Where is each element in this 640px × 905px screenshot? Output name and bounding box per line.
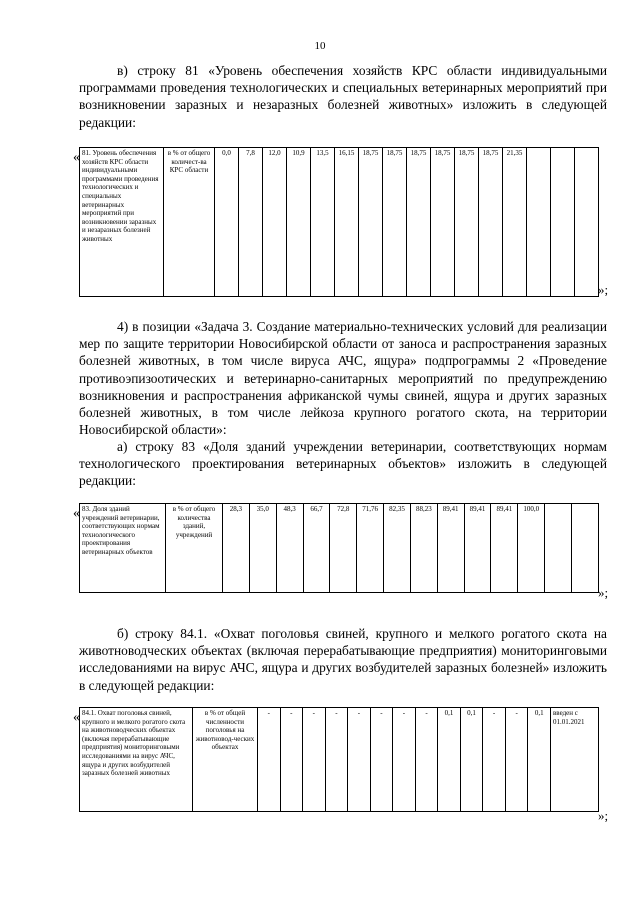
table81-value: 21,35 bbox=[503, 148, 527, 297]
table83-value: 48,3 bbox=[276, 504, 303, 593]
table83-empty-cell bbox=[571, 504, 598, 593]
table84-value: - bbox=[325, 708, 348, 812]
section-a-text: а) строку 83 «Доля зданий учреждении ветеринарии, соответствующих нормам технологического проектирования ветеринарных объектов» изложить в следующей редакции: bbox=[79, 439, 607, 489]
table83-value: 71,76 bbox=[357, 504, 384, 593]
table81-value: 18,75 bbox=[431, 148, 455, 297]
table81-value: 0,0 bbox=[215, 148, 239, 297]
table81-value: 18,75 bbox=[407, 148, 431, 297]
table83-value: 72,8 bbox=[330, 504, 357, 593]
table84-note: введен с 01.01.2021 bbox=[551, 708, 599, 812]
table81-value: 10,9 bbox=[287, 148, 311, 297]
table81-value: 18,75 bbox=[455, 148, 479, 297]
table81 bbox=[79, 147, 599, 297]
table84-open-quote: « bbox=[73, 710, 80, 725]
table83-open-quote: « bbox=[73, 506, 80, 521]
table83-value: 66,7 bbox=[303, 504, 330, 593]
table84-value: - bbox=[483, 708, 506, 812]
table84-name: 84.1. Охват поголовья свиней, крупного и мелкого рогатого скота на животноводческих объектах (включая перерабатывающие предприятия) мониторинговыми исследованиями на вирус АЧС, ящура и других возбудителей заразных болезней животных bbox=[80, 708, 193, 812]
table83-value: 89,41 bbox=[491, 504, 518, 593]
section-b2-text: б) строку 84.1. «Охват поголовья свиней, крупного и мелкого рогатого скота на животноводческих объектах (включая перерабатывающие предприятия) мониторинговыми исследованиями на вирус АЧС, ящура и других возбудителей заразных болезней» изложить в следующей редакции: bbox=[79, 626, 607, 693]
table84-value: 0,1 bbox=[528, 708, 551, 812]
table81-value: 16,15 bbox=[335, 148, 359, 297]
table81-value: 18,75 bbox=[359, 148, 383, 297]
table84-value: - bbox=[348, 708, 371, 812]
table83 bbox=[79, 503, 599, 593]
table84-value: - bbox=[303, 708, 326, 812]
table81-value: 12,0 bbox=[263, 148, 287, 297]
table81-unit: в % от общего количест-ва КРС области bbox=[164, 148, 215, 297]
table83-value: 89,41 bbox=[437, 504, 464, 593]
table83-value: 89,41 bbox=[464, 504, 491, 593]
table84-value: - bbox=[505, 708, 528, 812]
table84-value: - bbox=[415, 708, 438, 812]
table84-unit: в % от общей численности поголовья на животновод-ческих объектах bbox=[193, 708, 258, 812]
table83-close-quote: »; bbox=[598, 585, 609, 600]
table81-open-quote: « bbox=[73, 150, 80, 165]
table81-empty-cell bbox=[551, 148, 575, 297]
table83-value: 82,35 bbox=[384, 504, 411, 593]
table84-close-quote: »; bbox=[598, 808, 609, 823]
table84 bbox=[79, 707, 599, 812]
table83-unit: в % от общего количества зданий, учреждений bbox=[166, 504, 223, 593]
table81-value: 7,8 bbox=[239, 148, 263, 297]
page-number: 10 bbox=[314, 40, 326, 52]
table81-name: 81. Уровень обеспечения хозяйств КРС области индивидуальными программами проведения технологических и специальных ветеринарных мероприятий при возникновении заразных и незаразных болезней животных bbox=[80, 148, 164, 297]
table84-value: 0,1 bbox=[460, 708, 483, 812]
table81-empty-cell bbox=[575, 148, 599, 297]
section-4-text: 4) в позиции «Задача 3. Создание материально-технических условий для реализации мер по защите территории Новосибирской области от заноса и распространения заразных болезней животных, в том числе вируса АЧС, ящура» подпрограммы 2 «Проведение противоэпизоотических и ветеринарно-санитарных мероприятий по предупреждению возникновения и распространения африканской чумы свиней, ящура и других заразных болезней животных, в том числе лейкоза крупного рогатого скота, на территории Новосибирской области»: bbox=[79, 319, 607, 438]
table83-value: 35,0 bbox=[249, 504, 276, 593]
table84-value: - bbox=[370, 708, 393, 812]
table84-value: - bbox=[258, 708, 281, 812]
table83-value: 88,23 bbox=[410, 504, 437, 593]
section-b-text: в) строку 81 «Уровень обеспечения хозяйств КРС области индивидуальными программами проведения технологических и специальных ветеринарных мероприятий при возникновении заразных и незаразных болезней животных» изложить в следующей редакции: bbox=[79, 63, 607, 130]
table81-value: 18,75 bbox=[479, 148, 503, 297]
table83-empty-cell bbox=[545, 504, 572, 593]
table81-value: 13,5 bbox=[311, 148, 335, 297]
table84-value: - bbox=[280, 708, 303, 812]
table84-value: 0,1 bbox=[438, 708, 461, 812]
table81-close-quote: »; bbox=[598, 282, 609, 297]
table83-value: 100,0 bbox=[518, 504, 545, 593]
table81-empty-cell bbox=[527, 148, 551, 297]
table83-name: 83. Доля зданий учреждений ветеринарии, соответствующих нормам технологического проектирования ветеринарных объектов bbox=[80, 504, 166, 593]
table84-value: - bbox=[393, 708, 416, 812]
table83-value: 28,3 bbox=[223, 504, 250, 593]
table81-value: 18,75 bbox=[383, 148, 407, 297]
